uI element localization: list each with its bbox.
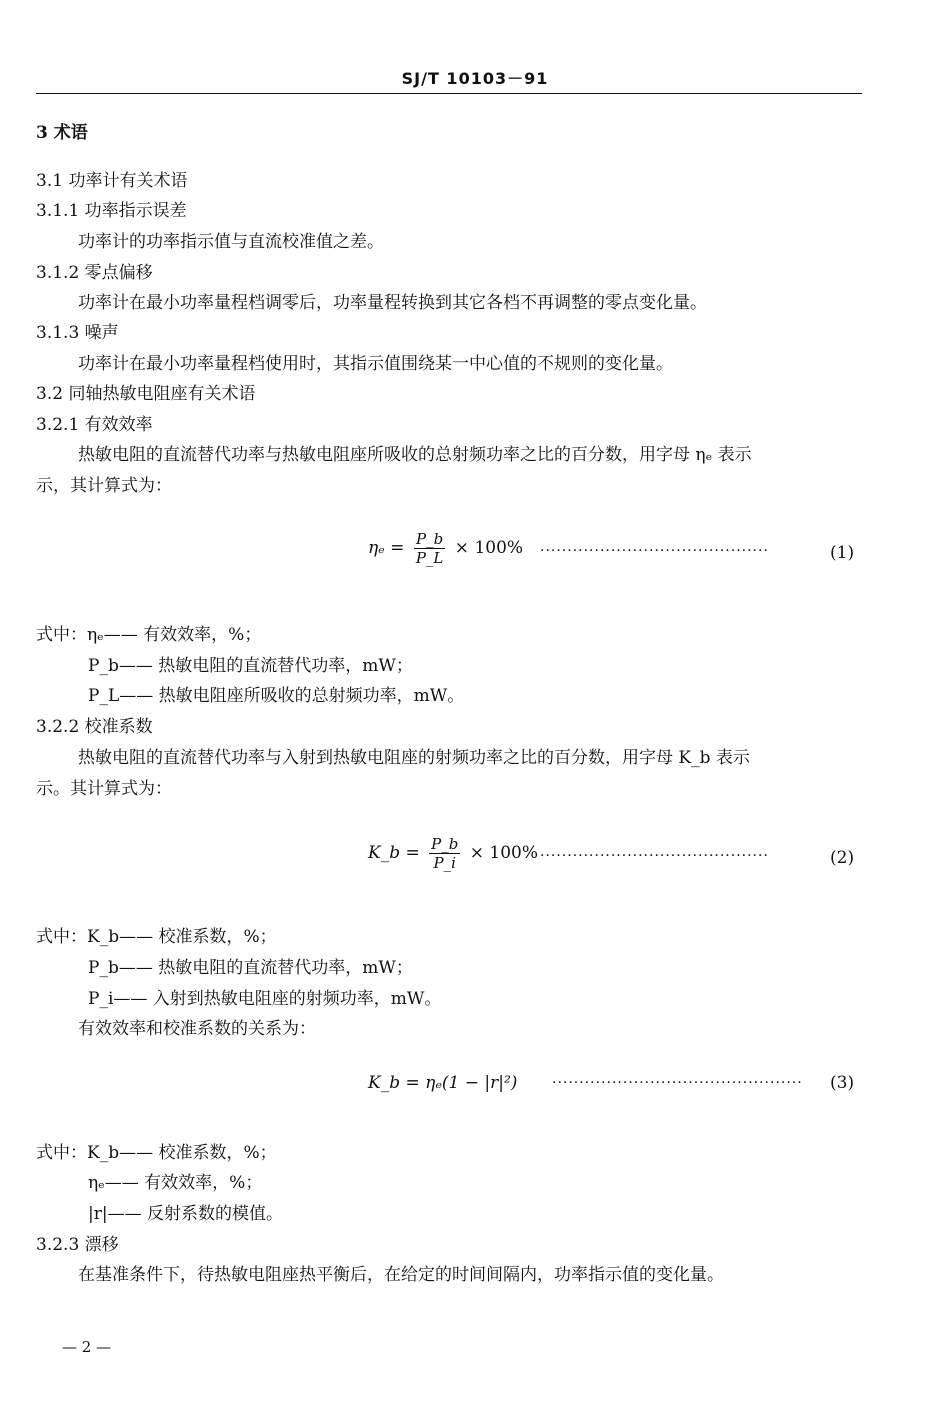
defs2-line-3: P_i—— 入射到热敏电阻座的射频功率，mW。 [88,989,442,1009]
eq2-rhs: × 100% [469,843,538,863]
eq1-denominator: P_L [415,549,444,567]
defs1-line-1: 式中：ηₑ—— 有效效率，%； [36,625,262,645]
section-3-1-3-text: 功率计在最小功率量程档使用时，其指示值围绕某一中心值的不规则的变化量。 [78,354,673,374]
eq3-label: (3) [830,1073,855,1093]
section-3-2-3-text: 在基准条件下，待热敏电阻座热平衡后，在给定的时间间隔内，功率指示值的变化量。 [78,1265,724,1285]
section-3-1-2-heading: 3.1.2 零点偏移 [36,263,153,283]
section-3-2-3-heading: 3.2.3 漂移 [36,1235,119,1255]
eq2-denominator: P_i [433,854,456,872]
page-number: — 2 — [62,1338,112,1356]
equation-2 [368,835,538,872]
eq1-fraction [414,530,446,567]
eq1-leader-dots: ·········································· [540,543,769,559]
section-3-heading: 3 术语 [36,123,88,143]
section-3-2-1-text-2: 示，其计算式为： [36,476,172,496]
eq2-lhs: K_b = [368,843,420,863]
equation-1 [368,530,523,567]
eq1-label: (1) [830,543,855,563]
section-3-2-2-text-2: 示。其计算式为： [36,779,172,799]
section-3-1-heading: 3.1 功率计有关术语 [36,171,188,191]
eq2-leader-dots: ·········································· [540,848,769,864]
defs2-line-1: 式中：K_b—— 校准系数，%； [36,927,277,947]
eq1-lhs: ηₑ = [368,538,405,558]
defs1-line-3: P_L—— 热敏电阻座所吸收的总射频功率，mW。 [88,686,465,706]
section-3-2-2-text-1: 热敏电阻的直流替代功率与入射到热敏电阻座的射频功率之比的百分数，用字母 K_b 表示 [78,748,750,768]
equation-3: K_b = ηₑ(1 − |r|²) [368,1073,518,1093]
eq1-numerator: P_b [414,530,446,549]
eq2-numerator: P_b [431,835,459,853]
section-3-1-1-text: 功率计的功率指示值与直流校准值之差。 [78,232,384,252]
section-3-1-1-heading: 3.1.1 功率指示误差 [36,201,187,221]
defs3-line-3: |r|—— 反射系数的模值。 [88,1204,283,1224]
defs1-line-2: P_b—— 热敏电阻的直流替代功率，mW； [88,656,413,676]
eq2-fraction [429,835,460,872]
defs3-line-2: ηₑ—— 有效效率，%； [88,1173,263,1193]
eq2-label: (2) [830,848,855,868]
section-3-2-1-heading: 3.2.1 有效效率 [36,415,153,435]
eq1-rhs: × 100% [454,538,524,558]
document-header-code: SJ/T 10103－91 [401,69,549,88]
defs3-line-1: 式中：K_b—— 校准系数，%； [36,1143,277,1163]
defs2-line-2: P_b—— 热敏电阻的直流替代功率，mW； [88,958,413,978]
relation-text: 有效效率和校准系数的关系为： [78,1019,316,1039]
section-3-2-1-text-1: 热敏电阻的直流替代功率与热敏电阻座所吸收的总射频功率之比的百分数，用字母 ηₑ 表示 [78,445,752,465]
section-3-2-2-heading: 3.2.2 校准系数 [36,717,153,737]
section-3-2-heading: 3.2 同轴热敏电阻座有关术语 [36,384,256,404]
section-3-1-3-heading: 3.1.3 噪声 [36,323,119,343]
header-rule [36,93,862,94]
eq3-leader-dots: ·············································· [552,1075,803,1091]
section-3-1-2-text: 功率计在最小功率量程档调零后，功率量程转换到其它各档不再调整的零点变化量。 [78,293,707,313]
